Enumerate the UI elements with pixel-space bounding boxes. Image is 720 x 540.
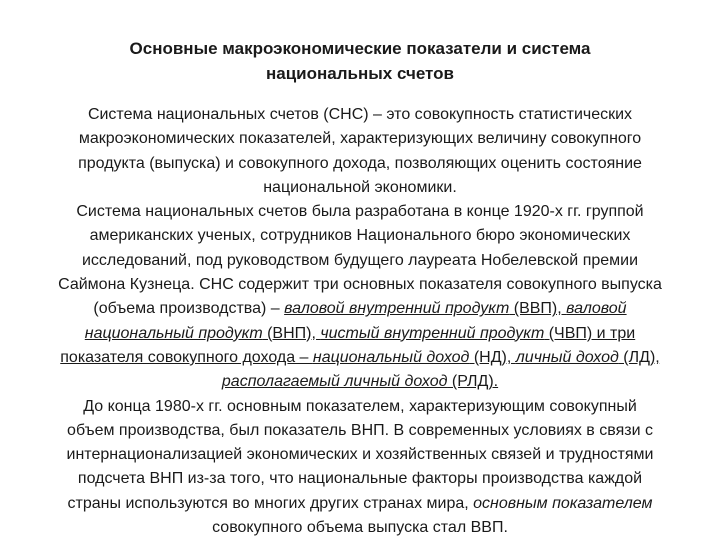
title-line-1: Основные макроэкономические показатели и система	[129, 39, 591, 58]
term-gnp-start: валовой	[566, 300, 627, 318]
p2-line-1: Система национальных счетов была разработана в конце 1920-х гг. группой	[76, 203, 644, 221]
p1-line-2: макроэкономических показателей, характеризующих величину совокупного	[78, 130, 642, 148]
p2-line-6-text: (ЧВП) и три	[544, 324, 636, 342]
term-personal-income: личный доход	[515, 348, 619, 366]
term-gnp-end: национальный продукт	[84, 324, 263, 342]
term-gdp: валовой внутренний продукт	[284, 300, 510, 318]
term-disposable-income: располагаемый личный доход	[221, 373, 448, 391]
p2-line-3: исследований, под руководством будущего лауреата Нобелевской премии	[81, 251, 639, 269]
p2-line-6	[6, 322, 714, 346]
p3-line-1: До конца 1980-х гг. основным показателем, характеризующим совокупный	[83, 397, 637, 415]
p3-line-4: подсчета ВНП из-за того, что национальные факторы производства каждой	[77, 470, 643, 488]
p3-line-5-text: страны используются во многих других странах мира,	[67, 494, 474, 512]
p2-line-7	[6, 346, 714, 370]
gdp-abbr: (ВВП),	[509, 300, 567, 318]
term-main-indicator: основным показателем	[473, 494, 653, 512]
slide-title	[90, 36, 630, 86]
ni-abbr: (НД),	[469, 348, 516, 366]
term-national-income: национальный доход	[312, 348, 470, 366]
p2-line-4: Саймона Кузнеца. СНС содержит три основных показателя совокупного выпуска	[58, 276, 662, 294]
term-sns: Система национальных счетов	[87, 106, 319, 123]
p3-line-3: интернационализацией экономических и хозяйственных связей и трудностями	[66, 446, 654, 464]
p2-line-5	[6, 297, 714, 321]
gnp-abbr: (ВНП),	[262, 324, 321, 342]
p2-line-8	[6, 370, 714, 394]
term-ndp: чистый внутренний продукт	[320, 324, 545, 342]
p3-line-6: совокупного объема выпуска стал ВВП.	[212, 519, 508, 537]
p1-line-4: национальной экономики.	[263, 178, 457, 196]
p2-line-2: американских ученых, сотрудников Национального бюро экономических	[89, 227, 631, 245]
dpi-abbr: (РЛД).	[447, 373, 499, 391]
p3-line-2: объем производства, был показатель ВНП. В современных условиях в связи с	[67, 421, 653, 439]
pi-abbr: (ЛД),	[618, 348, 660, 366]
p2-line-5-text: (объема производства) –	[93, 300, 285, 318]
p1-line-1-rest: (СНС) – это совокупность статистических	[318, 106, 633, 123]
p2-line-7-text: показателя совокупного дохода –	[60, 348, 313, 366]
p3-line-5	[6, 492, 714, 516]
p1-line-1	[6, 103, 714, 127]
p1-line-3: продукта (выпуска) и совокупного дохода, позволяющих оценить состояние	[78, 154, 642, 172]
title-line-2: национальных счетов	[266, 64, 454, 83]
slide-body	[6, 103, 714, 540]
